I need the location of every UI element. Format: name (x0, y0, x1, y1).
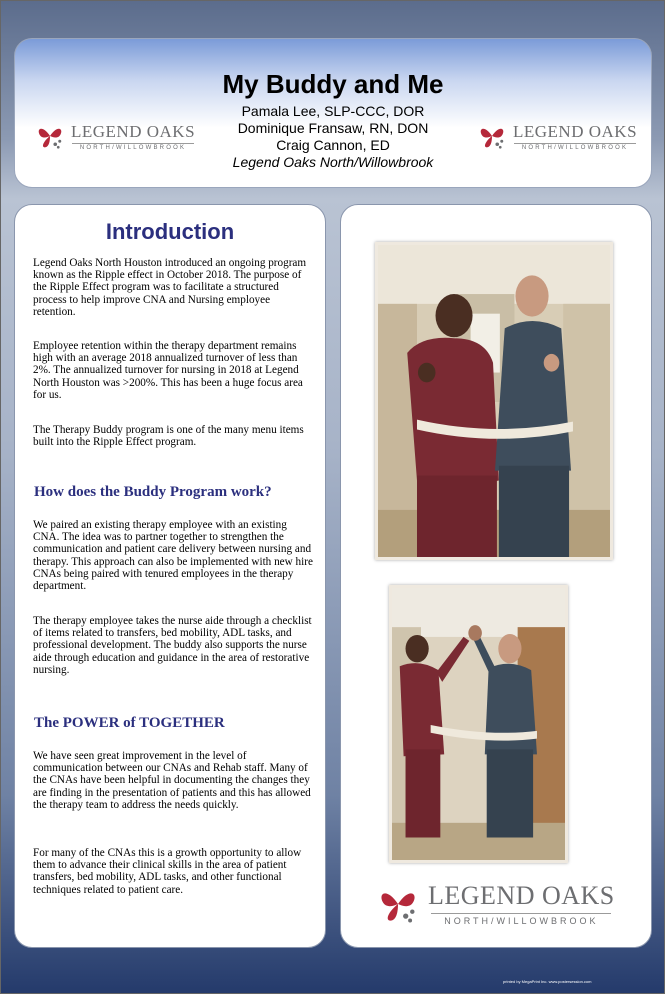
intro-paragraph-1: Legend Oaks North Houston introduced an ongoing program known as the Ripple effect in October 2018. The purpose of the Ripple Effect program was to facilitate a structured process to help improve CNA and Nursing employee retention. (33, 257, 307, 318)
author-2: Dominique Fransaw, RN, DON (237, 120, 429, 136)
printer-credit: printed by MegaPrint Inc. www.postersession.com (503, 979, 592, 984)
logo-sub: NORTH/WILLOWBROOK (79, 144, 187, 151)
introduction-heading: Introduction (105, 219, 235, 244)
intro-paragraph-2: Employee retention within the therapy department remains high with an average 2018 annualized turnover of less than 2%. The annualized turnover for nursing in 2018 at Legend North Houston was >200%. This has been a huge focus area for us. (33, 340, 303, 401)
buddy-photo-high-five (389, 585, 568, 863)
how-heading: How does the Buddy Program work? (34, 484, 272, 500)
leaf-mark-icon (477, 121, 507, 151)
photo-hallway-thumbs-up (378, 245, 610, 557)
how-paragraph-2: The therapy employee takes the nurse aide through a checklist of items related to transfers, bed mobility, ADL tasks, and professional development. The buddy also supports the nurse aide through education and guidance in the area of restorative nursing. (33, 615, 312, 676)
legend-oaks-logo-bottom (376, 881, 615, 926)
affiliation: Legend Oaks North/Willowbrook (232, 154, 434, 170)
poster-title: My Buddy and Me (222, 69, 444, 99)
logo-sub: NORTH/WILLOWBROOK (444, 916, 599, 926)
logo-name: LEGEND OAKS (71, 121, 196, 141)
power-heading: The POWER of TOGETHER (34, 715, 225, 731)
power-paragraph-1: We have seen great improvement in the level of communication between our CNAs and Rehab staff. Many of the CNAs have been helpful in documenting the changes they are finding in the presentation of patients and this has allowed the therapy team to address the needs quickly. (33, 750, 311, 811)
intro-paragraph-3: The Therapy Buddy program is one of the many menu items built into the Ripple Effect program. (33, 424, 304, 449)
logo-name: LEGEND OAKS (513, 121, 638, 141)
power-paragraph-2: For many of the CNAs this is a growth opportunity to allow them to advance their clinical skills in the area of patient transfers, bed mobility, ADL tasks, and other functional techniques related to patient care. (33, 847, 302, 896)
legend-oaks-logo-right (477, 121, 637, 151)
text-panel (14, 204, 326, 948)
author-1: Pamala Lee, SLP-CCC, DOR (241, 103, 425, 119)
logo-sub: NORTH/WILLOWBROOK (521, 144, 629, 151)
logo-name: LEGEND OAKS (428, 881, 615, 910)
leaf-mark-icon (376, 882, 420, 926)
buddy-photo-thumbs-up (375, 242, 613, 560)
how-paragraph-1: We paired an existing therapy employee with an existing CNA. The idea was to partner together to strengthen the communication and patient care delivery between nursing and therapy. This approach can also be implemented with new hire CNAs being paired with tenured employees in the therapy department. (33, 519, 313, 593)
poster-header (14, 38, 652, 188)
author-3: Craig Cannon, ED (276, 137, 390, 153)
leaf-mark-icon (35, 121, 65, 151)
legend-oaks-logo-left (35, 121, 195, 151)
photo-hallway-high-five (392, 588, 565, 860)
